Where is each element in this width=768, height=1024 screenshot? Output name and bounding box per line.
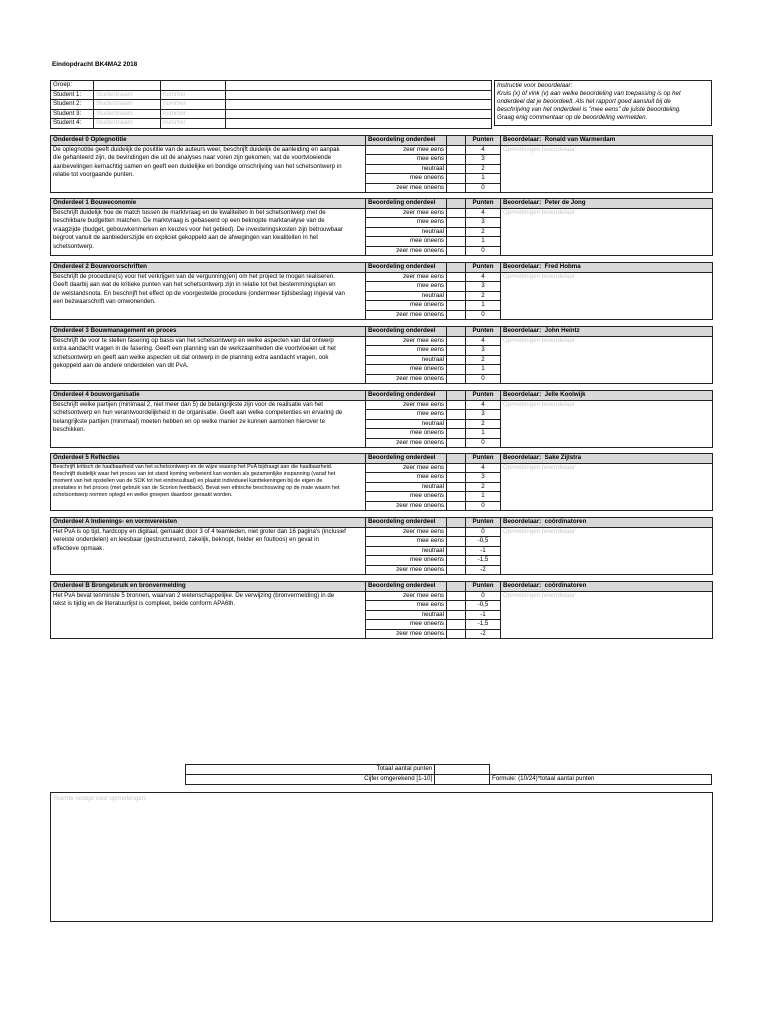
rating-checkbox[interactable]	[447, 291, 466, 301]
rating-label: neutraal	[366, 291, 447, 301]
group-row-label: Student 2:	[51, 100, 94, 110]
grade-label: Cijfer omgerekend [1-10]	[186, 775, 435, 785]
section-description	[51, 527, 366, 575]
assessor-header	[501, 391, 713, 401]
section-title: Onderdeel 1 Bouweconomie	[51, 199, 366, 209]
points-header: Punten	[466, 199, 501, 209]
rating-points: 2	[466, 291, 501, 301]
group-row-filler	[226, 109, 492, 119]
section-description	[51, 463, 366, 511]
rating-row	[51, 336, 713, 346]
section-table	[50, 262, 713, 320]
rating-checkbox[interactable]	[447, 355, 466, 365]
rating-points: 2	[466, 164, 501, 174]
rating-label: mee eens	[366, 346, 447, 356]
student-name-field[interactable]: Studentnaam	[94, 90, 161, 100]
rating-row	[51, 145, 713, 155]
rating-label: mee eens	[366, 410, 447, 420]
rating-label: neutraal	[366, 419, 447, 429]
assessor-prefix: Beoordelaar:	[503, 454, 542, 461]
rating-points: 1	[466, 492, 501, 502]
instruction-line: Graag enig commentaar op de beoordeling vermelden.	[497, 114, 648, 121]
description-line: prestaties in het proces (met gebruik van de Scorion feedback). Bevat een ethische beschouwing op de mate waarin het	[53, 485, 340, 492]
description-line: relatie tot voorgaande punten.	[53, 171, 134, 179]
rating-points: 2	[466, 419, 501, 429]
rating-points: 4	[466, 400, 501, 410]
description-line: beschikbare budgetten matchen. De marktvraag is gebaseerd op een beknopte marktanalyse van de	[53, 217, 325, 225]
description-line: die gehanteerd zijn, de bevindingen die uit de analyses naar voren zijn gekomen, vat de voortvloeiende	[53, 154, 332, 162]
rating-label: mee oneens	[366, 365, 447, 375]
description-line: Beschrijft de voor te stellen fasering op basis van het schetsontwerp en welke aspecten van dat ontwerp	[53, 336, 334, 344]
rating-label: mee oneens	[366, 237, 447, 247]
rating-label: zeer mee oneens	[366, 374, 447, 384]
rating-points: 3	[466, 473, 501, 483]
rating-label: zeer mee oneens	[366, 629, 447, 639]
rating-label: neutraal	[366, 482, 447, 492]
description-line: extra aandacht vragen in de fasering. Geeft een planning van de werkzaamheden die voortvloeien uit het	[53, 345, 336, 353]
group-row-filler	[226, 119, 492, 129]
rating-checkbox[interactable]	[447, 346, 466, 356]
rating-checkbox[interactable]	[447, 527, 466, 537]
description-line: Beschrijft de procedure(s) voor het verkrijgen van de vergunning(en) om het project te mogen realiseren.	[53, 272, 335, 280]
rating-points: 4	[466, 336, 501, 346]
total-label: Totaal aantal punten	[186, 765, 435, 775]
rating-label: zeer mee oneens	[366, 501, 447, 511]
rating-points: -1	[466, 546, 501, 556]
description-line: De oplegnotitie geeft duidelijk de posititie van de auteurs weer, beschrijft duidelijk de aanleiding en aanpak	[53, 145, 340, 153]
rating-checkbox[interactable]	[447, 336, 466, 346]
student-name-field[interactable]	[94, 81, 161, 91]
rating-label: mee oneens	[366, 620, 447, 630]
assessor-header	[501, 582, 713, 592]
check-header	[447, 199, 466, 209]
rating-checkbox[interactable]	[447, 374, 466, 384]
description-line: moment van het opstellen van de SOK tot het eindresultaat) en plaatst individueel kanttekeningen bij de eigen de	[53, 477, 323, 484]
rating-label: zeer mee eens	[366, 208, 447, 218]
rating-header: Beoordeling onderdeel	[366, 199, 447, 209]
document-title: Eindopdracht BK4MA2 2018	[52, 61, 138, 68]
section-title: Onderdeel A Indienings- en vormvereisten	[51, 518, 366, 528]
rating-checkbox[interactable]	[447, 155, 466, 165]
rating-checkbox[interactable]	[447, 301, 466, 311]
rating-checkbox[interactable]	[447, 620, 466, 630]
assessor-name: Fred Hobma	[544, 263, 581, 270]
check-header	[447, 518, 466, 528]
rating-label: zeer mee eens	[366, 145, 447, 155]
rating-label: neutraal	[366, 164, 447, 174]
rating-label: zeer mee eens	[366, 272, 447, 282]
rating-label: mee oneens	[366, 301, 447, 311]
assessor-comment-field[interactable]	[501, 527, 713, 575]
rating-label: mee eens	[366, 473, 447, 483]
rating-points: 4	[466, 208, 501, 218]
assessor-comment-field[interactable]	[501, 145, 713, 193]
rating-label: neutraal	[366, 355, 447, 365]
rating-checkbox[interactable]	[447, 419, 466, 429]
group-row-label: Student 3:	[51, 109, 94, 119]
rating-label: mee eens	[366, 155, 447, 165]
rating-points: 0	[466, 374, 501, 384]
student-number-field[interactable]	[161, 81, 226, 91]
rating-label: zeer mee oneens	[366, 183, 447, 193]
rating-label: zeer mee oneens	[366, 438, 447, 448]
section-description	[51, 400, 366, 448]
rating-points: 1	[466, 237, 501, 247]
section-table	[50, 135, 713, 193]
rating-header: Beoordeling onderdeel	[366, 391, 447, 401]
comment-placeholder: Opmerkingen beoordelaar:	[503, 272, 577, 280]
assessor-name: Peter de Jong	[544, 199, 586, 206]
check-header	[447, 391, 466, 401]
description-line: aanbevelingen kernachtig samen en geeft een duidelijke en bondige omschrijving van het schetsontwerp in	[53, 162, 342, 170]
description-line: schetsontwerp en hun verantwoordelijkheid in de organisatie. Geeft aan welke competenties en ervaring de	[53, 409, 343, 417]
group-row	[51, 119, 492, 129]
assessor-name: coördinatoren	[544, 582, 587, 589]
group-row-label: Groep:	[51, 81, 94, 91]
assessor-prefix: Beoordelaar:	[503, 582, 542, 589]
assessor-header	[501, 518, 713, 528]
rating-points: 2	[466, 227, 501, 237]
assessor-header	[501, 199, 713, 209]
group-table	[50, 80, 492, 129]
assessor-prefix: Beoordelaar:	[503, 199, 542, 206]
description-line: schetsontwerp.	[53, 242, 94, 250]
rating-checkbox[interactable]	[447, 246, 466, 256]
comment-placeholder: Opmerkingen beoordelaar:	[503, 591, 577, 599]
section-title: Onderdeel 3 Bouwmanagement en proces	[51, 327, 366, 337]
rating-label: mee eens	[366, 218, 447, 228]
rating-label: mee oneens	[366, 556, 447, 566]
rating-label: neutraal	[366, 610, 447, 620]
rating-points: 1	[466, 301, 501, 311]
rating-points: 0	[466, 438, 501, 448]
assessor-comment-field[interactable]	[501, 272, 713, 320]
rating-points: -0,5	[466, 537, 501, 547]
rating-label: zeer mee oneens	[366, 310, 447, 320]
rating-points: -1,5	[466, 556, 501, 566]
rating-checkbox[interactable]	[447, 601, 466, 611]
rating-checkbox[interactable]	[447, 282, 466, 292]
description-line: begroot vanuit de aanbiederszijde en expliciet gekoppeld aan de afwegingen van kwaliteiten in het	[53, 234, 318, 242]
rating-row	[51, 272, 713, 282]
rating-row	[51, 400, 713, 410]
rating-label: mee eens	[366, 537, 447, 547]
rating-label: zeer mee eens	[366, 336, 447, 346]
comment-placeholder: Opmerkingen beoordelaar:	[503, 208, 577, 216]
rating-label: zeer mee eens	[366, 527, 447, 537]
rating-label: mee eens	[366, 282, 447, 292]
rating-label: zeer mee eens	[366, 591, 447, 601]
student-name-field[interactable]: Studentnaam	[94, 109, 161, 119]
rating-checkbox[interactable]	[447, 591, 466, 601]
instruction-line: Instructie voor beoordelaar:	[497, 82, 573, 89]
description-line: schetsontwerp en geeft aan welke aspecten uit dat ontwerp in de planning extra aandacht vragen, ook	[53, 353, 329, 361]
rating-row	[51, 527, 713, 537]
description-line: Het PvA is op tijd, hardcopy en digitaal, gemaakt door 3 of 4 teamleden, niet groter dan 16 pagina's (inclusief	[53, 527, 346, 535]
rating-checkbox[interactable]	[447, 174, 466, 184]
group-row-filler	[226, 90, 492, 100]
assessor-prefix: Beoordelaar:	[503, 327, 542, 334]
description-line: een bezwaarschrift van omwonenden.	[53, 298, 156, 306]
notes-box[interactable]	[50, 792, 713, 922]
rating-checkbox[interactable]	[447, 556, 466, 566]
comment-placeholder: Opmerkingen beoordelaar:	[503, 527, 577, 535]
rating-points: 3	[466, 218, 501, 228]
totals-table	[185, 764, 712, 785]
rating-checkbox[interactable]	[447, 610, 466, 620]
rating-checkbox[interactable]	[447, 218, 466, 228]
rating-checkbox[interactable]	[447, 365, 466, 375]
rating-points: -1	[466, 610, 501, 620]
rating-label: zeer mee oneens	[366, 565, 447, 575]
section-table	[50, 517, 713, 575]
assessor-header	[501, 454, 713, 464]
section-description	[51, 145, 366, 193]
rating-checkbox[interactable]	[447, 546, 466, 556]
section-table	[50, 453, 713, 511]
rating-points: 0	[466, 527, 501, 537]
rating-points: 0	[466, 246, 501, 256]
rating-checkbox[interactable]	[447, 208, 466, 218]
section-title: Onderdeel 4 bouworganisatie	[51, 391, 366, 401]
check-header	[447, 263, 466, 273]
description-line: Beschrijft welke partijen (minimaal 2, niet meer dan 5) de belangrijkste zijn voor de realisatie van het	[53, 400, 323, 408]
section-description	[51, 272, 366, 320]
formula-text: Formule: (10/24)*totaal aantal punten	[489, 775, 711, 785]
rating-label: mee oneens	[366, 492, 447, 502]
rating-checkbox[interactable]	[447, 183, 466, 193]
assessor-comment-field[interactable]	[501, 591, 713, 639]
rating-label: zeer mee eens	[366, 463, 447, 473]
rating-row	[51, 208, 713, 218]
assessor-comment-field[interactable]	[501, 208, 713, 256]
section-description	[51, 336, 366, 384]
description-line: Geeft daarbij aan wat de kritieke punten van het schetsontwerp zijn in relatie tot het bestemmingsplan en	[53, 281, 336, 289]
group-row-label: Student 1:	[51, 90, 94, 100]
group-row	[51, 90, 492, 100]
section-table	[50, 390, 713, 448]
instruction-line: beschrijving van het onderdeel is "mee eens" de juiste beoordeling.	[497, 106, 681, 113]
description-line: vraagzijde (budget, gebouwkenmerken en keuzes voor het gebied). De investeringskosten zijn betrouwbaar	[53, 225, 343, 233]
points-header: Punten	[466, 263, 501, 273]
group-row	[51, 109, 492, 119]
rating-checkbox[interactable]	[447, 629, 466, 639]
description-line: effectieve opmaak.	[53, 544, 105, 552]
total-value[interactable]	[435, 765, 490, 775]
description-line: Beschrijft duidelijk waar het proces van tot stand koming verbeterd kan worden als gezamenlijke inspanning (vanaf het	[53, 470, 336, 477]
rating-label: mee eens	[366, 601, 447, 611]
rating-points: 4	[466, 463, 501, 473]
description-line: schetsontwerp normen oplegd en welke groepen daardoor geraakt worden.	[53, 492, 233, 499]
rating-points: 0	[466, 183, 501, 193]
rating-points: 3	[466, 410, 501, 420]
points-header: Punten	[466, 136, 501, 146]
rating-checkbox[interactable]	[447, 237, 466, 247]
group-row	[51, 100, 492, 110]
rating-points: -2	[466, 629, 501, 639]
rating-checkbox[interactable]	[447, 145, 466, 155]
check-header	[447, 454, 466, 464]
rating-checkbox[interactable]	[447, 463, 466, 473]
student-name-field[interactable]: Studentnaam	[94, 100, 161, 110]
rating-checkbox[interactable]	[447, 482, 466, 492]
student-number-field[interactable]: nummer	[161, 100, 226, 110]
rating-label: zeer mee oneens	[366, 246, 447, 256]
rating-label: neutraal	[366, 546, 447, 556]
rating-label: neutraal	[366, 227, 447, 237]
rating-checkbox[interactable]	[447, 227, 466, 237]
rating-header: Beoordeling onderdeel	[366, 518, 447, 528]
rating-checkbox[interactable]	[447, 310, 466, 320]
points-header: Punten	[466, 327, 501, 337]
rating-points: 1	[466, 174, 501, 184]
assessor-comment-field[interactable]	[501, 463, 713, 511]
rating-points: 1	[466, 365, 501, 375]
rating-checkbox[interactable]	[447, 492, 466, 502]
comment-placeholder: Opmerkingen beoordelaar:	[503, 463, 577, 471]
assessor-prefix: Beoordelaar:	[503, 136, 542, 143]
rating-header: Beoordeling onderdeel	[366, 454, 447, 464]
group-row-label: Student 4:	[51, 119, 94, 129]
rating-points: -1,5	[466, 620, 501, 630]
rating-checkbox[interactable]	[447, 438, 466, 448]
assessor-name: John Heintz	[544, 327, 580, 334]
comment-placeholder: Opmerkingen beoordelaar:	[503, 400, 577, 408]
check-header	[447, 582, 466, 592]
rating-row	[51, 591, 713, 601]
rating-points: 0	[466, 501, 501, 511]
instruction-line: onderdeel dat je beoordeelt. Als het rapport goed aansluit bij de	[497, 98, 671, 105]
notes-placeholder: Ruimte nodige voor opmerkingen:	[54, 795, 147, 802]
rating-header: Beoordeling onderdeel	[366, 582, 447, 592]
rating-points: -0,5	[466, 601, 501, 611]
assessor-comment-field[interactable]	[501, 336, 713, 384]
description-line: Het PvA bevat tenminste 5 bronnen, waarvan 2 wetenschappelijke. De verwijzing (bronvermelding) in de	[53, 591, 335, 599]
check-header	[447, 136, 466, 146]
student-name-field[interactable]: Studentnaam	[94, 119, 161, 129]
section-table	[50, 581, 713, 639]
rating-label: zeer mee eens	[366, 400, 447, 410]
section-table	[50, 198, 713, 256]
rating-points: 0	[466, 310, 501, 320]
rating-checkbox[interactable]	[447, 429, 466, 439]
rating-checkbox[interactable]	[447, 537, 466, 547]
rating-points: 2	[466, 482, 501, 492]
section-title: Onderdeel 0 Oplegnotitie	[51, 136, 366, 146]
points-header: Punten	[466, 518, 501, 528]
section-table	[50, 326, 713, 384]
rating-points: 1	[466, 429, 501, 439]
student-number-field[interactable]: nummer	[161, 90, 226, 100]
points-header: Punten	[466, 454, 501, 464]
rating-header: Beoordeling onderdeel	[366, 136, 447, 146]
rating-checkbox[interactable]	[447, 565, 466, 575]
check-header	[447, 327, 466, 337]
assessor-prefix: Beoordelaar:	[503, 263, 542, 270]
assessor-prefix: Beoordelaar:	[503, 518, 542, 525]
rating-checkbox[interactable]	[447, 501, 466, 511]
student-number-field[interactable]: nummer	[161, 109, 226, 119]
comment-placeholder: Opmerkingen beoordelaar:	[503, 145, 577, 153]
rating-points: 4	[466, 272, 501, 282]
comment-placeholder: Opmerkingen beoordelaar:	[503, 336, 577, 344]
rating-label: mee oneens	[366, 429, 447, 439]
assessor-prefix: Beoordelaar:	[503, 391, 542, 398]
section-title: Onderdeel 5 Reflecties	[51, 454, 366, 464]
group-row-filler	[226, 100, 492, 110]
section-title: Onderdeel 2 Bouwvoorschriften	[51, 263, 366, 273]
rating-points: 0	[466, 591, 501, 601]
points-header: Punten	[466, 391, 501, 401]
assessor-name: Jelle Koolwijk	[544, 391, 586, 398]
rating-checkbox[interactable]	[447, 272, 466, 282]
description-line: de welstandsnota. En beschrijft het effect op de voorgestelde procedure (ondermeer tijdsbeslag) ingeval van	[53, 289, 345, 297]
rating-label: mee oneens	[366, 174, 447, 184]
assessor-name: Sake Zijlstra	[544, 454, 582, 461]
rating-points: -2	[466, 565, 501, 575]
rating-checkbox[interactable]	[447, 400, 466, 410]
section-description	[51, 208, 366, 256]
section-description	[51, 591, 366, 639]
rating-points: 2	[466, 355, 501, 365]
description-line: belangrijkste partijen (minimaal) moeten hebben en op welke manier ze kunnen aantonen hierover te	[53, 417, 326, 425]
assessor-header	[501, 263, 713, 273]
points-header: Punten	[466, 582, 501, 592]
rating-checkbox[interactable]	[447, 410, 466, 420]
description-line: Beschrijft duidelijk hoe de match tussen de marktvraag en de kwaliteiten in het schetsontwerp met de	[53, 208, 326, 216]
group-row-filler	[226, 81, 492, 91]
group-row	[51, 81, 492, 91]
rating-points: 3	[466, 282, 501, 292]
description-line: gekoppeld aan de andere onderdelen van dit PvA.	[53, 362, 189, 370]
assessor-header	[501, 136, 713, 146]
rating-header: Beoordeling onderdeel	[366, 327, 447, 337]
instruction-box	[494, 80, 712, 126]
assessor-name: Ronald van Warmerdam	[544, 136, 616, 143]
rating-checkbox[interactable]	[447, 473, 466, 483]
rating-points: 4	[466, 145, 501, 155]
rating-row	[51, 463, 713, 473]
assessor-header	[501, 327, 713, 337]
instruction-line: Kruis (x) of vink (v) aan welke beoordeling van toepassing is op het	[497, 90, 681, 97]
assessor-comment-field[interactable]	[501, 400, 713, 448]
description-line: vereiste onderdelen) en leesbaar (gestructureerd, zakelijk, beknopt, helder en foutloos) en gevat in	[53, 536, 319, 544]
rating-points: 3	[466, 155, 501, 165]
assessor-name: coördinatoren	[544, 518, 587, 525]
description-line: tekst is tijdig en de literatuurlijst is compleet, beide conform APA6th.	[53, 600, 236, 608]
description-line: Beschrijft kritisch de haalbaarheid van het schetsontwerp en de wijze waarop het PvA bijdraagt aan die haalbaarheid.	[53, 463, 333, 470]
student-number-field[interactable]: nummer	[161, 119, 226, 129]
grade-value[interactable]	[435, 775, 490, 785]
rating-points: 3	[466, 346, 501, 356]
rating-header: Beoordeling onderdeel	[366, 263, 447, 273]
section-title: Onderdeel B Brongebruik en bronvermelding	[51, 582, 366, 592]
rating-checkbox[interactable]	[447, 164, 466, 174]
description-line: beschikken.	[53, 426, 86, 434]
